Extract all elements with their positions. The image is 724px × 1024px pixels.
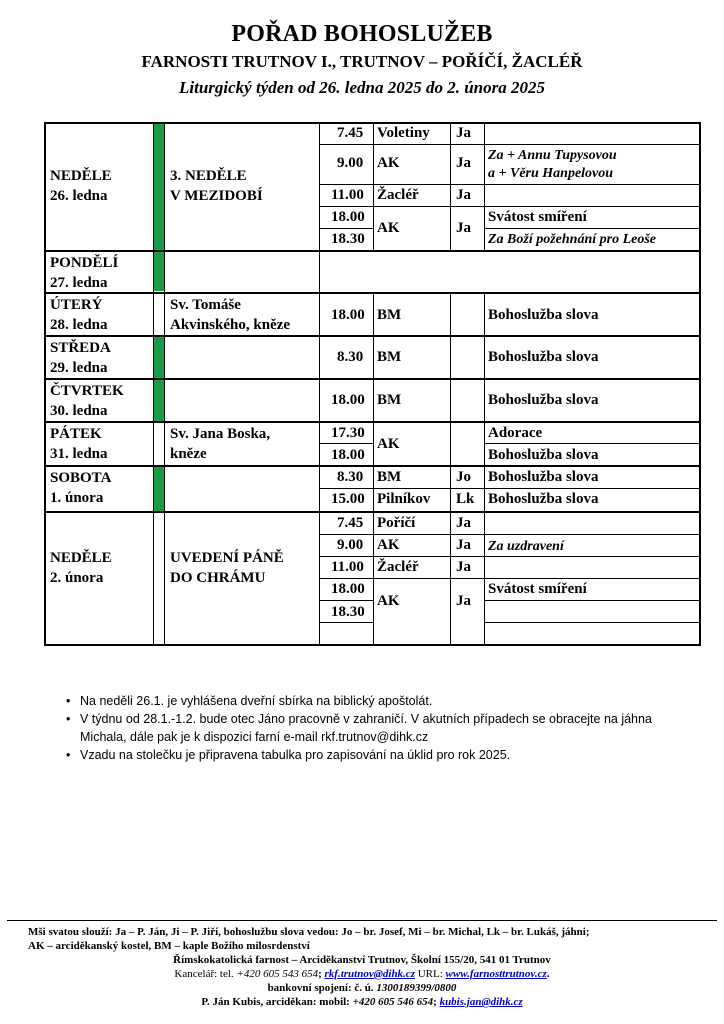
service-time: 9.00 bbox=[337, 537, 364, 553]
service-place: BM bbox=[377, 307, 402, 323]
day-name: SOBOTA bbox=[50, 470, 112, 486]
day-date: 30. ledna bbox=[50, 403, 108, 419]
service-note: Bohoslužba slova bbox=[488, 469, 599, 485]
feast-line: V MEZIDOBÍ bbox=[170, 188, 263, 204]
service-place: BM bbox=[377, 349, 402, 365]
liturgical-color-green bbox=[154, 123, 164, 251]
parish-subtitle: FARNOSTI TRUTNOV I., TRUTNOV – POŘÍČÍ, ŽACLÉŘ bbox=[141, 52, 583, 71]
day-date: 26. ledna bbox=[50, 188, 108, 204]
service-priest: Ja bbox=[456, 187, 471, 203]
service-time: 11.00 bbox=[331, 559, 364, 575]
service-time: 7.45 bbox=[337, 125, 364, 141]
service-intention: Za uzdravení bbox=[488, 539, 564, 554]
footer-legend: AK – arciděkanský kostel, BM – kaple Božího milosrdenství bbox=[28, 940, 310, 952]
service-note: Bohoslužba slova bbox=[488, 491, 599, 507]
service-intention: a + Věru Hanpelovou bbox=[488, 166, 614, 181]
schedule-table bbox=[44, 122, 701, 646]
service-place: AK bbox=[377, 593, 400, 609]
service-place: AK bbox=[377, 155, 400, 171]
service-time: 9.00 bbox=[337, 155, 364, 171]
liturgical-color-green bbox=[154, 380, 164, 422]
liturgical-color-green bbox=[154, 336, 164, 379]
feast-line: 3. NEDĚLE bbox=[170, 168, 247, 184]
service-place: Žacléř bbox=[377, 559, 419, 575]
service-priest: Ja bbox=[456, 515, 471, 531]
day-name: NEDĚLE bbox=[50, 168, 112, 184]
service-note: Bohoslužba slova bbox=[488, 349, 599, 365]
service-place: AK bbox=[377, 436, 400, 452]
day-date: 1. února bbox=[50, 490, 104, 506]
announcement-item: • Na neděli 26.1. je vyhlášena dveřní sbírka na biblický apoštolát. bbox=[66, 692, 652, 710]
service-time: 8.30 bbox=[337, 469, 364, 485]
service-note: Adorace bbox=[488, 425, 543, 441]
page-title: POŘAD BOHOSLUŽEB bbox=[231, 21, 493, 47]
service-priest: Ja bbox=[456, 593, 471, 609]
day-name: ÚTERÝ bbox=[50, 297, 103, 313]
service-time: 18.00 bbox=[331, 447, 365, 463]
service-time: 18.00 bbox=[331, 307, 365, 323]
office-email-link[interactable]: rkf.trutnov@dihk.cz bbox=[324, 968, 415, 980]
feast-line: Sv. Jana Boska, bbox=[170, 426, 271, 442]
footer-divider bbox=[7, 920, 717, 921]
service-time: 18.30 bbox=[331, 604, 365, 620]
service-priest: Ja bbox=[456, 559, 471, 575]
day-date: 31. ledna bbox=[50, 446, 108, 462]
day-date: 27. ledna bbox=[50, 275, 108, 291]
service-intention: Za + Annu Tupysovou bbox=[488, 148, 617, 163]
feast-line: UVEDENÍ PÁNĚ bbox=[170, 550, 284, 566]
parish-address: Římskokatolická farnost – Arciděkanství Trutnov, Školní 155/20, 541 01 Trutnov bbox=[173, 954, 551, 966]
service-time: 18.00 bbox=[331, 209, 365, 225]
feast-line: kněze bbox=[170, 446, 207, 462]
service-place: Žacléř bbox=[377, 187, 419, 203]
service-time: 11.00 bbox=[331, 187, 364, 203]
liturgical-color-green bbox=[154, 466, 164, 511]
priest-contact: P. Ján Kubis, arciděkan: mobil: +420 605 546 654; kubis.jan@dihk.cz bbox=[201, 996, 523, 1008]
service-time: 18.30 bbox=[331, 231, 365, 247]
day-name: NEDĚLE bbox=[50, 550, 112, 566]
service-priest: Ja bbox=[456, 537, 471, 553]
liturgical-color-green bbox=[154, 252, 164, 291]
service-note: Svátost smíření bbox=[488, 581, 587, 597]
service-time: 15.00 bbox=[331, 491, 365, 507]
service-note: Bohoslužba slova bbox=[488, 392, 599, 408]
service-time: 8.30 bbox=[337, 349, 364, 365]
service-time: 18.00 bbox=[331, 581, 365, 597]
announcement-item: • Vzadu na stolečku je připravena tabulka pro zapisování na úklid pro rok 2025. bbox=[66, 746, 652, 764]
feast-line: Akvinského, kněze bbox=[170, 317, 291, 333]
service-note: Bohoslužba slova bbox=[488, 447, 599, 463]
service-place: AK bbox=[377, 220, 400, 236]
announcements bbox=[66, 692, 652, 764]
service-place: Poříčí bbox=[377, 515, 416, 531]
service-time: 7.45 bbox=[337, 515, 364, 531]
footer-legend: Mši svatou slouží: Ja – P. Ján, Ji – P. Jiří, bohoslužbu slova vedou: Jo – br. Josef, Mi – br. Michal, Lk – br. Lukáš, jáhni; bbox=[28, 926, 590, 938]
service-place: AK bbox=[377, 537, 400, 553]
service-note: Bohoslužba slova bbox=[488, 307, 599, 323]
day-name: PÁTEK bbox=[50, 426, 102, 442]
day-name: PONDĚLÍ bbox=[50, 255, 119, 271]
bank-info: bankovní spojení: č. ú. 1300189399/0800 bbox=[267, 982, 457, 994]
day-date: 28. ledna bbox=[50, 317, 108, 333]
service-place: BM bbox=[377, 469, 402, 485]
office-contact: Kancelář: tel. +420 605 543 654; rkf.trutnov@dihk.cz URL: www.farnosttrutnov.cz. bbox=[174, 968, 550, 980]
website-link[interactable]: www.farnosttrutnov.cz bbox=[445, 968, 547, 980]
feast-line: Sv. Tomáše bbox=[170, 297, 241, 313]
service-place: Voletiny bbox=[377, 125, 430, 141]
service-time: 17.30 bbox=[331, 425, 365, 441]
service-priest: Ja bbox=[456, 125, 471, 141]
day-name: STŘEDA bbox=[50, 340, 111, 356]
service-priest: Ja bbox=[456, 155, 471, 171]
service-priest: Ja bbox=[456, 220, 471, 236]
day-date: 29. ledna bbox=[50, 360, 108, 376]
service-priest: Jo bbox=[456, 469, 471, 485]
service-time: 18.00 bbox=[331, 392, 365, 408]
feast-line: DO CHRÁMU bbox=[170, 570, 266, 586]
service-place: Pilníkov bbox=[377, 491, 431, 507]
service-place: BM bbox=[377, 392, 402, 408]
priest-email-link[interactable]: kubis.jan@dihk.cz bbox=[439, 996, 523, 1008]
service-note: Svátost smíření bbox=[488, 209, 587, 225]
announcement-item: • V týdnu od 28.1.-1.2. bude otec Jáno pracovně v zahraničí. V akutních případech se obracejte na jáhna Michala, dále pak je k dispozici farní e-mail rkf.trutnov@dihk.cz bbox=[66, 710, 652, 746]
day-name: ČTVRTEK bbox=[50, 383, 124, 399]
service-priest: Lk bbox=[456, 491, 475, 507]
day-date: 2. února bbox=[50, 570, 104, 586]
service-intention: Za Boží požehnání pro Leoše bbox=[488, 232, 657, 247]
week-range: Liturgický týden od 26. ledna 2025 do 2. února 2025 bbox=[179, 78, 545, 97]
